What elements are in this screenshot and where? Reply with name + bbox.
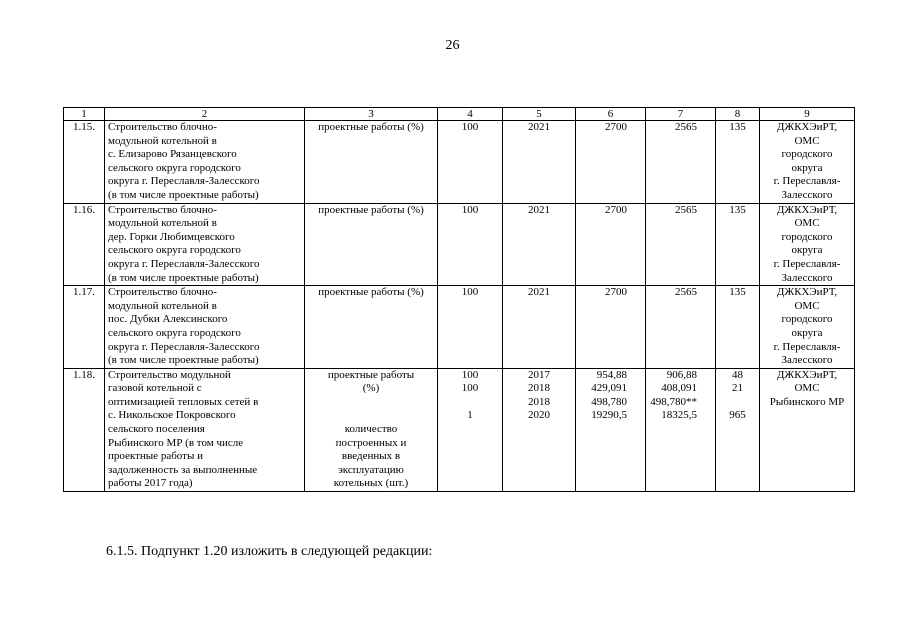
cell-line: модульной котельной в xyxy=(108,134,217,147)
measure-name-cell xyxy=(105,286,305,369)
cell-line: модульной котельной в xyxy=(108,217,217,230)
cell-line: Строительство модульной xyxy=(108,368,231,381)
cell-line: Строительство блочно- xyxy=(108,203,217,216)
cell-line: 2018 xyxy=(528,382,550,395)
cell-line: 2565 xyxy=(675,203,697,216)
indicator-cell xyxy=(305,121,438,204)
row-number-cell: 1.16. xyxy=(64,203,105,286)
cell-line: округа г. Переславля-Залесского xyxy=(108,340,260,353)
amount-cell xyxy=(646,368,716,491)
cell-line: 100 xyxy=(461,286,479,299)
cell-line: 135 xyxy=(729,203,746,216)
cell-line: работы 2017 года) xyxy=(108,477,193,490)
amount-cell xyxy=(576,203,646,286)
program-table xyxy=(63,107,855,492)
cell-line: Строительство блочно- xyxy=(108,286,217,299)
header-row xyxy=(64,108,855,121)
cell-line: введенных в xyxy=(341,450,401,463)
cell-line xyxy=(441,396,499,410)
cell-line: сельского округа городского xyxy=(108,244,241,257)
cell-line xyxy=(308,396,434,410)
header-cell: 1 xyxy=(64,108,105,121)
indicator-cell xyxy=(305,286,438,369)
header-cell: 8 xyxy=(716,108,760,121)
header-cell: 4 xyxy=(438,108,503,121)
measure-name-cell xyxy=(105,368,305,491)
cell-line: округа xyxy=(791,326,823,339)
executor-cell xyxy=(760,286,855,369)
cell-line: округа xyxy=(791,244,823,257)
cell-line: г. Переславля- xyxy=(773,257,841,270)
cell-line: сельского округа городского xyxy=(108,161,241,174)
cell-line: ОМС xyxy=(794,134,820,147)
cell-line: ДЖКХЭиРТ, xyxy=(776,203,838,216)
header-cell: 6 xyxy=(576,108,646,121)
header-cell: 3 xyxy=(305,108,438,121)
row-number-cell: 1.15. xyxy=(64,121,105,204)
cell-line: сельского округа городского xyxy=(108,326,241,339)
indicator-cell xyxy=(305,203,438,286)
measure-name-cell xyxy=(105,121,305,204)
header-cell: 7 xyxy=(646,108,716,121)
cell-line: ОМС xyxy=(794,299,820,312)
cell-line xyxy=(308,409,434,423)
amount-cell xyxy=(716,121,760,204)
cell-line: городского xyxy=(781,230,833,243)
value-cell xyxy=(438,368,503,491)
cell-line: с. Никольское Покровского xyxy=(108,409,236,422)
amount-cell xyxy=(576,286,646,369)
value-cell xyxy=(438,286,503,369)
cell-line: (в том числе проектные работы) xyxy=(108,271,259,284)
amount-cell xyxy=(646,121,716,204)
cell-line: 2700 xyxy=(605,286,627,299)
cell-line: Залесского xyxy=(781,354,833,367)
table-row xyxy=(64,203,855,286)
cell-line: сельского поселения xyxy=(108,423,205,436)
table-row xyxy=(64,368,855,491)
cell-line: 2700 xyxy=(605,203,627,216)
cell-line: котельных (шт.) xyxy=(333,477,409,490)
cell-line: 18325,5 xyxy=(661,409,697,422)
cell-line: 2021 xyxy=(528,203,550,216)
row-number-cell: 1.17. xyxy=(64,286,105,369)
cell-line: 135 xyxy=(729,121,746,133)
cell-line: городского xyxy=(781,148,833,161)
cell-line: ОМС xyxy=(794,217,820,230)
cell-line: 100 xyxy=(461,368,479,381)
table-row xyxy=(64,286,855,369)
amount-cell xyxy=(646,203,716,286)
cell-line: 429,091 xyxy=(591,382,627,395)
row-number-cell: 1.18. xyxy=(64,368,105,491)
cell-line: задолженность за выполненные xyxy=(108,463,258,476)
cell-line: пос. Дубки Алексинского xyxy=(108,313,228,326)
cell-line: Залесского xyxy=(781,188,833,201)
cell-line: 19290,5 xyxy=(591,409,627,422)
cell-line: оптимизацией тепловых сетей в xyxy=(108,395,259,408)
cell-line: Строительство блочно- xyxy=(108,121,217,133)
year-cell xyxy=(503,368,576,491)
cell-line: проектные работы (%) xyxy=(318,203,424,216)
cell-line: 498,780** xyxy=(650,395,697,408)
header-cell: 9 xyxy=(760,108,855,121)
cell-line: проектные работы xyxy=(327,368,415,381)
cell-line: ОМС xyxy=(794,382,820,395)
cell-line: 100 xyxy=(461,203,479,216)
amount-cell xyxy=(646,286,716,369)
amount-cell xyxy=(576,368,646,491)
cell-line: газовой котельной с xyxy=(108,382,202,395)
cell-line: 2565 xyxy=(675,286,697,299)
cell-line: 100 xyxy=(461,382,479,395)
cell-line: модульной котельной в xyxy=(108,299,217,312)
cell-line: количество xyxy=(344,423,398,436)
cell-line: 2700 xyxy=(605,121,627,133)
year-cell xyxy=(503,286,576,369)
cell-line: (%) xyxy=(362,382,380,395)
header-cell: 2 xyxy=(105,108,305,121)
cell-line: 498,780 xyxy=(591,395,627,408)
cell-line: проектные работы (%) xyxy=(318,286,424,299)
cell-line: Рыбинского МР (в том числе xyxy=(108,436,244,449)
cell-line: 2018 xyxy=(528,395,550,408)
cell-line: (в том числе проектные работы) xyxy=(108,354,259,367)
cell-line: 906,88 xyxy=(666,368,697,381)
cell-line: 2017 xyxy=(528,368,550,381)
cell-line: 2020 xyxy=(528,409,550,422)
cell-line: г. Переславля- xyxy=(773,340,841,353)
cell-line: 135 xyxy=(729,286,746,299)
cell-line: Залесского xyxy=(781,271,833,284)
amount-cell xyxy=(716,368,760,491)
cell-line: эксплуатацию xyxy=(338,463,404,476)
section-text: 6.1.5. Подпункт 1.20 изложить в следующей редакции: xyxy=(106,544,433,559)
cell-line: проектные работы и xyxy=(108,450,203,463)
executor-cell xyxy=(760,368,855,491)
cell-line xyxy=(719,396,756,410)
page-number: 26 xyxy=(445,38,460,53)
cell-line: 48 xyxy=(732,368,743,381)
year-cell xyxy=(503,121,576,204)
executor-cell xyxy=(760,121,855,204)
cell-line: округа xyxy=(791,161,823,174)
measure-name-cell xyxy=(105,203,305,286)
value-cell xyxy=(438,121,503,204)
cell-line: 1 xyxy=(467,409,473,422)
cell-line: 2021 xyxy=(528,121,550,133)
cell-line: (в том числе проектные работы) xyxy=(108,188,259,201)
amount-cell xyxy=(716,203,760,286)
cell-line: 408,091 xyxy=(661,382,697,395)
amount-cell xyxy=(716,286,760,369)
year-cell xyxy=(503,203,576,286)
cell-line: округа г. Переславля-Залесского xyxy=(108,257,260,270)
cell-line: дер. Горки Любимцевского xyxy=(108,230,235,243)
cell-line: 21 xyxy=(732,382,743,395)
cell-line: 2565 xyxy=(675,121,697,133)
cell-line: г. Переславля- xyxy=(773,175,841,188)
cell-line: 965 xyxy=(729,409,746,422)
indicator-cell xyxy=(305,368,438,491)
cell-line: ДЖКХЭиРТ, xyxy=(776,121,838,133)
executor-cell xyxy=(760,203,855,286)
cell-line: 954,88 xyxy=(596,368,627,381)
cell-line: 100 xyxy=(461,121,479,133)
header-cell: 5 xyxy=(503,108,576,121)
amount-cell xyxy=(576,121,646,204)
value-cell xyxy=(438,203,503,286)
cell-line: Рыбинского МР xyxy=(769,395,845,408)
cell-line: 2021 xyxy=(528,286,550,299)
cell-line: ДЖКХЭиРТ, xyxy=(776,286,838,299)
cell-line: проектные работы (%) xyxy=(318,121,424,133)
cell-line: округа г. Переславля-Залесского xyxy=(108,175,260,188)
cell-line: ДЖКХЭиРТ, xyxy=(776,368,838,381)
cell-line: построенных и xyxy=(335,436,407,449)
cell-line: с. Елизарово Рязанцевского xyxy=(108,148,237,161)
cell-line: городского xyxy=(781,313,833,326)
table-row xyxy=(64,121,855,204)
